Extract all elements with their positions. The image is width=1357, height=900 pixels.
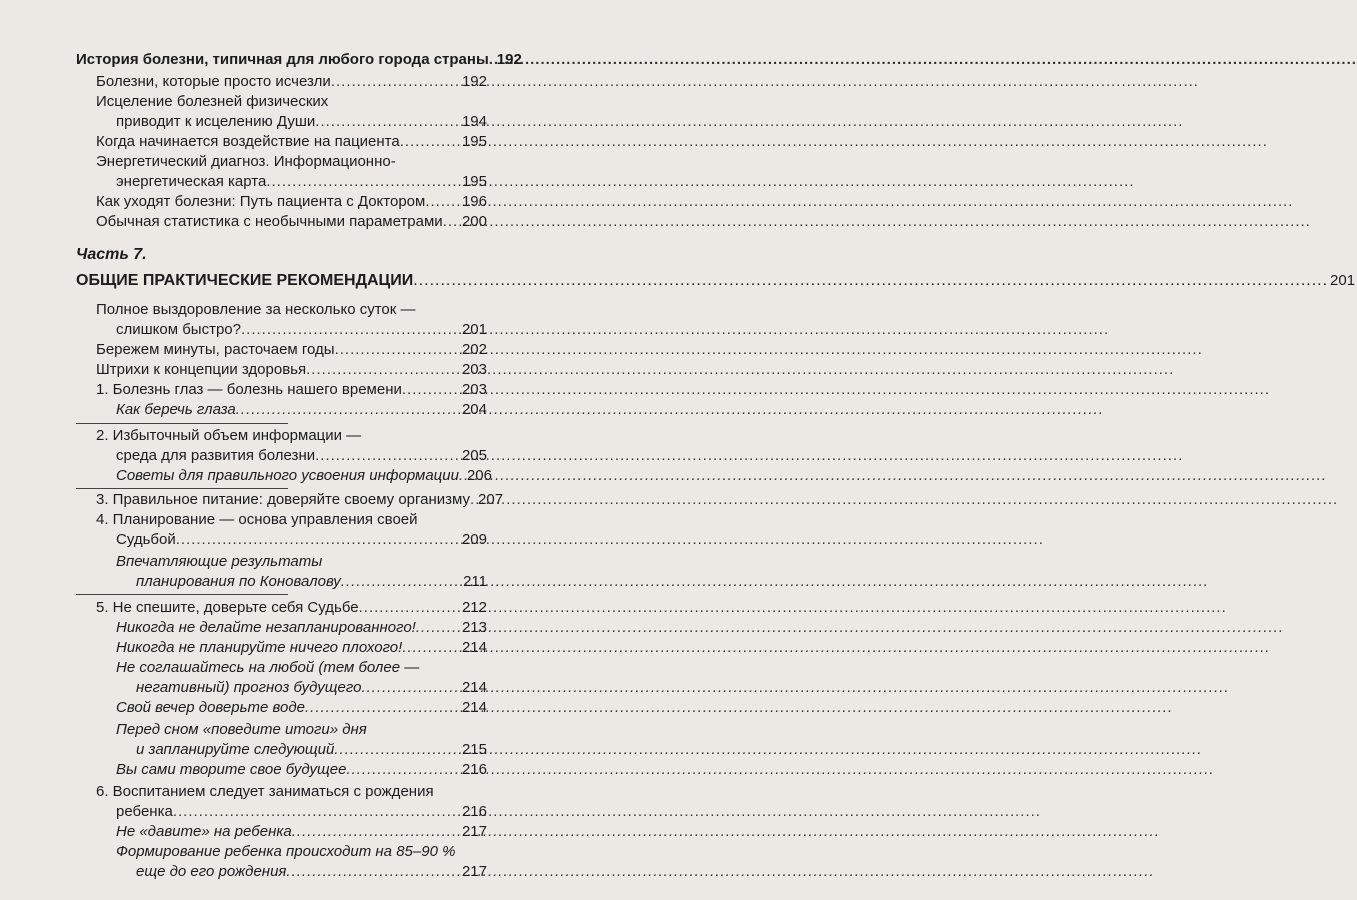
toc-entry [96, 360, 487, 380]
leader-dots [341, 572, 461, 592]
toc-page-number: 214 [461, 639, 487, 656]
leader-dots [361, 678, 460, 698]
toc-entry [96, 300, 487, 320]
part-title [76, 272, 1356, 290]
toc-page-number: 201 [461, 321, 487, 338]
toc-entry [116, 698, 487, 718]
toc-entry-text: Вы сами творите свое будущее [116, 761, 347, 778]
part-title-text: ОБЩИЕ ПРАКТИЧЕСКИЕ РЕКОМЕНДАЦИИ [76, 272, 414, 289]
toc-entry-line: 2. Избыточный объем информации — [96, 427, 362, 444]
toc-entry-text: приводит к исцелению Души [116, 113, 316, 130]
toc-entry-text: Не «давите» на ребенка [116, 823, 292, 840]
toc-page-number: 205 [461, 447, 487, 464]
toc-entry [116, 822, 487, 842]
toc-entry-text: Никогда не делайте незапланированного! [116, 619, 416, 636]
toc-page-number: 217 [461, 823, 487, 840]
leader-dots [176, 530, 460, 550]
toc-page-number: 214 [461, 679, 487, 696]
leader-dots [402, 380, 460, 400]
leader-dots [402, 638, 460, 658]
toc-entry-line: 6. Воспитанием следует заниматься с рождения [96, 783, 434, 800]
toc-entry-text: Свой вечер доверьте воде [116, 699, 305, 716]
toc-entry [96, 340, 487, 360]
part-label: Часть 7. [76, 246, 147, 263]
toc-entry-text: слишком быстро? [116, 321, 241, 338]
toc-entry [116, 760, 487, 780]
toc-page-number: 206 [466, 467, 492, 484]
toc-entry [96, 598, 487, 618]
toc-entry [136, 678, 487, 698]
toc-entry [96, 72, 487, 92]
divider [76, 488, 288, 489]
toc-page-number: 203 [461, 381, 487, 398]
leader-dots [331, 72, 460, 92]
toc-page-number: 195 [461, 173, 487, 190]
toc-entry-text: среда для развития болезни [116, 447, 316, 464]
toc-page-number: 215 [461, 741, 487, 758]
toc-page-number: 207 [478, 491, 504, 508]
toc-entry-line: Впечатляющие результаты [116, 553, 323, 570]
toc-entry-text: Советы для правильного усвоения информации [116, 467, 459, 484]
toc-page-number: 192 [496, 51, 522, 68]
toc-entry [116, 400, 487, 420]
toc-entry [116, 802, 487, 822]
toc-page-number: 195 [461, 133, 487, 150]
toc-entry [116, 530, 487, 550]
toc-entry-text: и запланируйте следующий [136, 741, 335, 758]
toc-entry-text: Судьбой [116, 531, 176, 548]
divider [76, 594, 288, 595]
leader-dots [306, 360, 460, 380]
toc-page-number: 201 [1330, 272, 1356, 289]
toc-entry [116, 638, 487, 658]
toc-entry-line: Формирование ребенка происходит на 85–90 % [116, 843, 456, 860]
leader-dots [400, 132, 460, 152]
toc-entry-text: Как уходят болезни: Путь пациента с Доктором [96, 193, 426, 210]
leader-dots [173, 802, 460, 822]
toc-entry [116, 446, 487, 466]
divider [76, 423, 288, 424]
toc-entry-line: Энергетический диагноз. Информационно- [96, 153, 396, 170]
toc-entry [96, 212, 487, 232]
toc-entry [96, 132, 487, 152]
toc-entry-text: Когда начинается воздействие на пациента [96, 133, 400, 150]
toc-page-number: 200 [461, 213, 487, 230]
toc-entry-text: негативный) прогноз будущего [136, 679, 362, 696]
toc-entry [136, 862, 487, 882]
toc-entry-line: Исцеление болезней физических [96, 93, 329, 110]
toc-entry [116, 618, 487, 638]
toc-entry-text: еще до его рождения [136, 863, 287, 880]
toc-entry [116, 112, 487, 132]
toc-entry-text: Полное выздоровление за несколько суток — [96, 301, 416, 318]
toc-entry [96, 490, 504, 510]
leader-dots [416, 618, 460, 638]
toc-entry-text: Никогда не планируйте ничего плохого! [116, 639, 403, 656]
toc-entry-text: ребенка [116, 803, 173, 820]
toc-entry-text: Штрихи к концепции здоровья [96, 361, 307, 378]
leader-dots [443, 212, 460, 232]
toc-entry-section-title [76, 50, 522, 70]
toc-page-number: 209 [461, 531, 487, 548]
toc-page-number: 214 [461, 699, 487, 716]
toc-entry [136, 740, 487, 760]
toc-page-number: 204 [461, 401, 487, 418]
toc-page-number: 211 [463, 573, 487, 590]
toc-entry-text: Болезни, которые просто исчезли [96, 73, 331, 90]
toc-entry-text: Как беречь глаза [116, 401, 236, 418]
toc-entry-text: 3. Правильное питание: доверяйте своему организму [96, 491, 471, 508]
toc-page-number: 216 [461, 761, 487, 778]
leader-dots [334, 740, 460, 760]
toc-page-number: 194 [461, 113, 487, 130]
toc-entry [136, 572, 487, 592]
toc-entry-text: планирования по Коновалову [136, 573, 341, 590]
leader-dots [266, 172, 460, 192]
toc-entry-text: энергетическая карта [116, 173, 267, 190]
leader-dots [346, 760, 460, 780]
leader-dots [241, 320, 460, 340]
leader-dots [425, 192, 460, 212]
toc-entry-text: История болезни, типичная для любого города страны [76, 51, 489, 68]
leader-dots [335, 340, 460, 360]
toc-page-number: 192 [461, 73, 487, 90]
toc-entry-text: 5. Не спешите, доверьте себя Судьбе [96, 599, 359, 616]
leader-dots [315, 112, 460, 132]
leader-dots [292, 822, 460, 842]
leader-dots [315, 446, 460, 466]
leader-dots [359, 598, 460, 618]
toc-entry-line: Не соглашайтесь на любой (тем более — [116, 659, 420, 676]
leader-dots [413, 272, 1328, 290]
toc-entry-text: 1. Болезнь глаз — болезнь нашего времени [96, 381, 402, 398]
toc-entry [116, 466, 492, 486]
toc-page-number: 217 [461, 863, 487, 880]
toc-entry-text: Обычная статистика с необычными параметрами [96, 213, 443, 230]
toc-page-number: 212 [461, 599, 487, 616]
leader-dots [286, 862, 460, 882]
toc-entry-text: Бережем минуты, расточаем годы [96, 341, 335, 358]
toc-page-number: 202 [461, 341, 487, 358]
toc-page-number: 213 [461, 619, 487, 636]
leader-dots [305, 698, 460, 718]
toc-entry [116, 320, 487, 340]
toc-entry-line: Перед сном «поведите итоги» дня [116, 721, 367, 738]
toc-entry-line: 4. Планирование — основа управления своей [96, 511, 418, 528]
leader-dots [236, 400, 460, 420]
toc-page-number: 203 [461, 361, 487, 378]
toc-entry [96, 192, 487, 212]
toc-page-number: 216 [461, 803, 487, 820]
toc-entry [96, 380, 487, 400]
toc-entry [116, 172, 487, 192]
toc-page-number: 196 [461, 193, 487, 210]
